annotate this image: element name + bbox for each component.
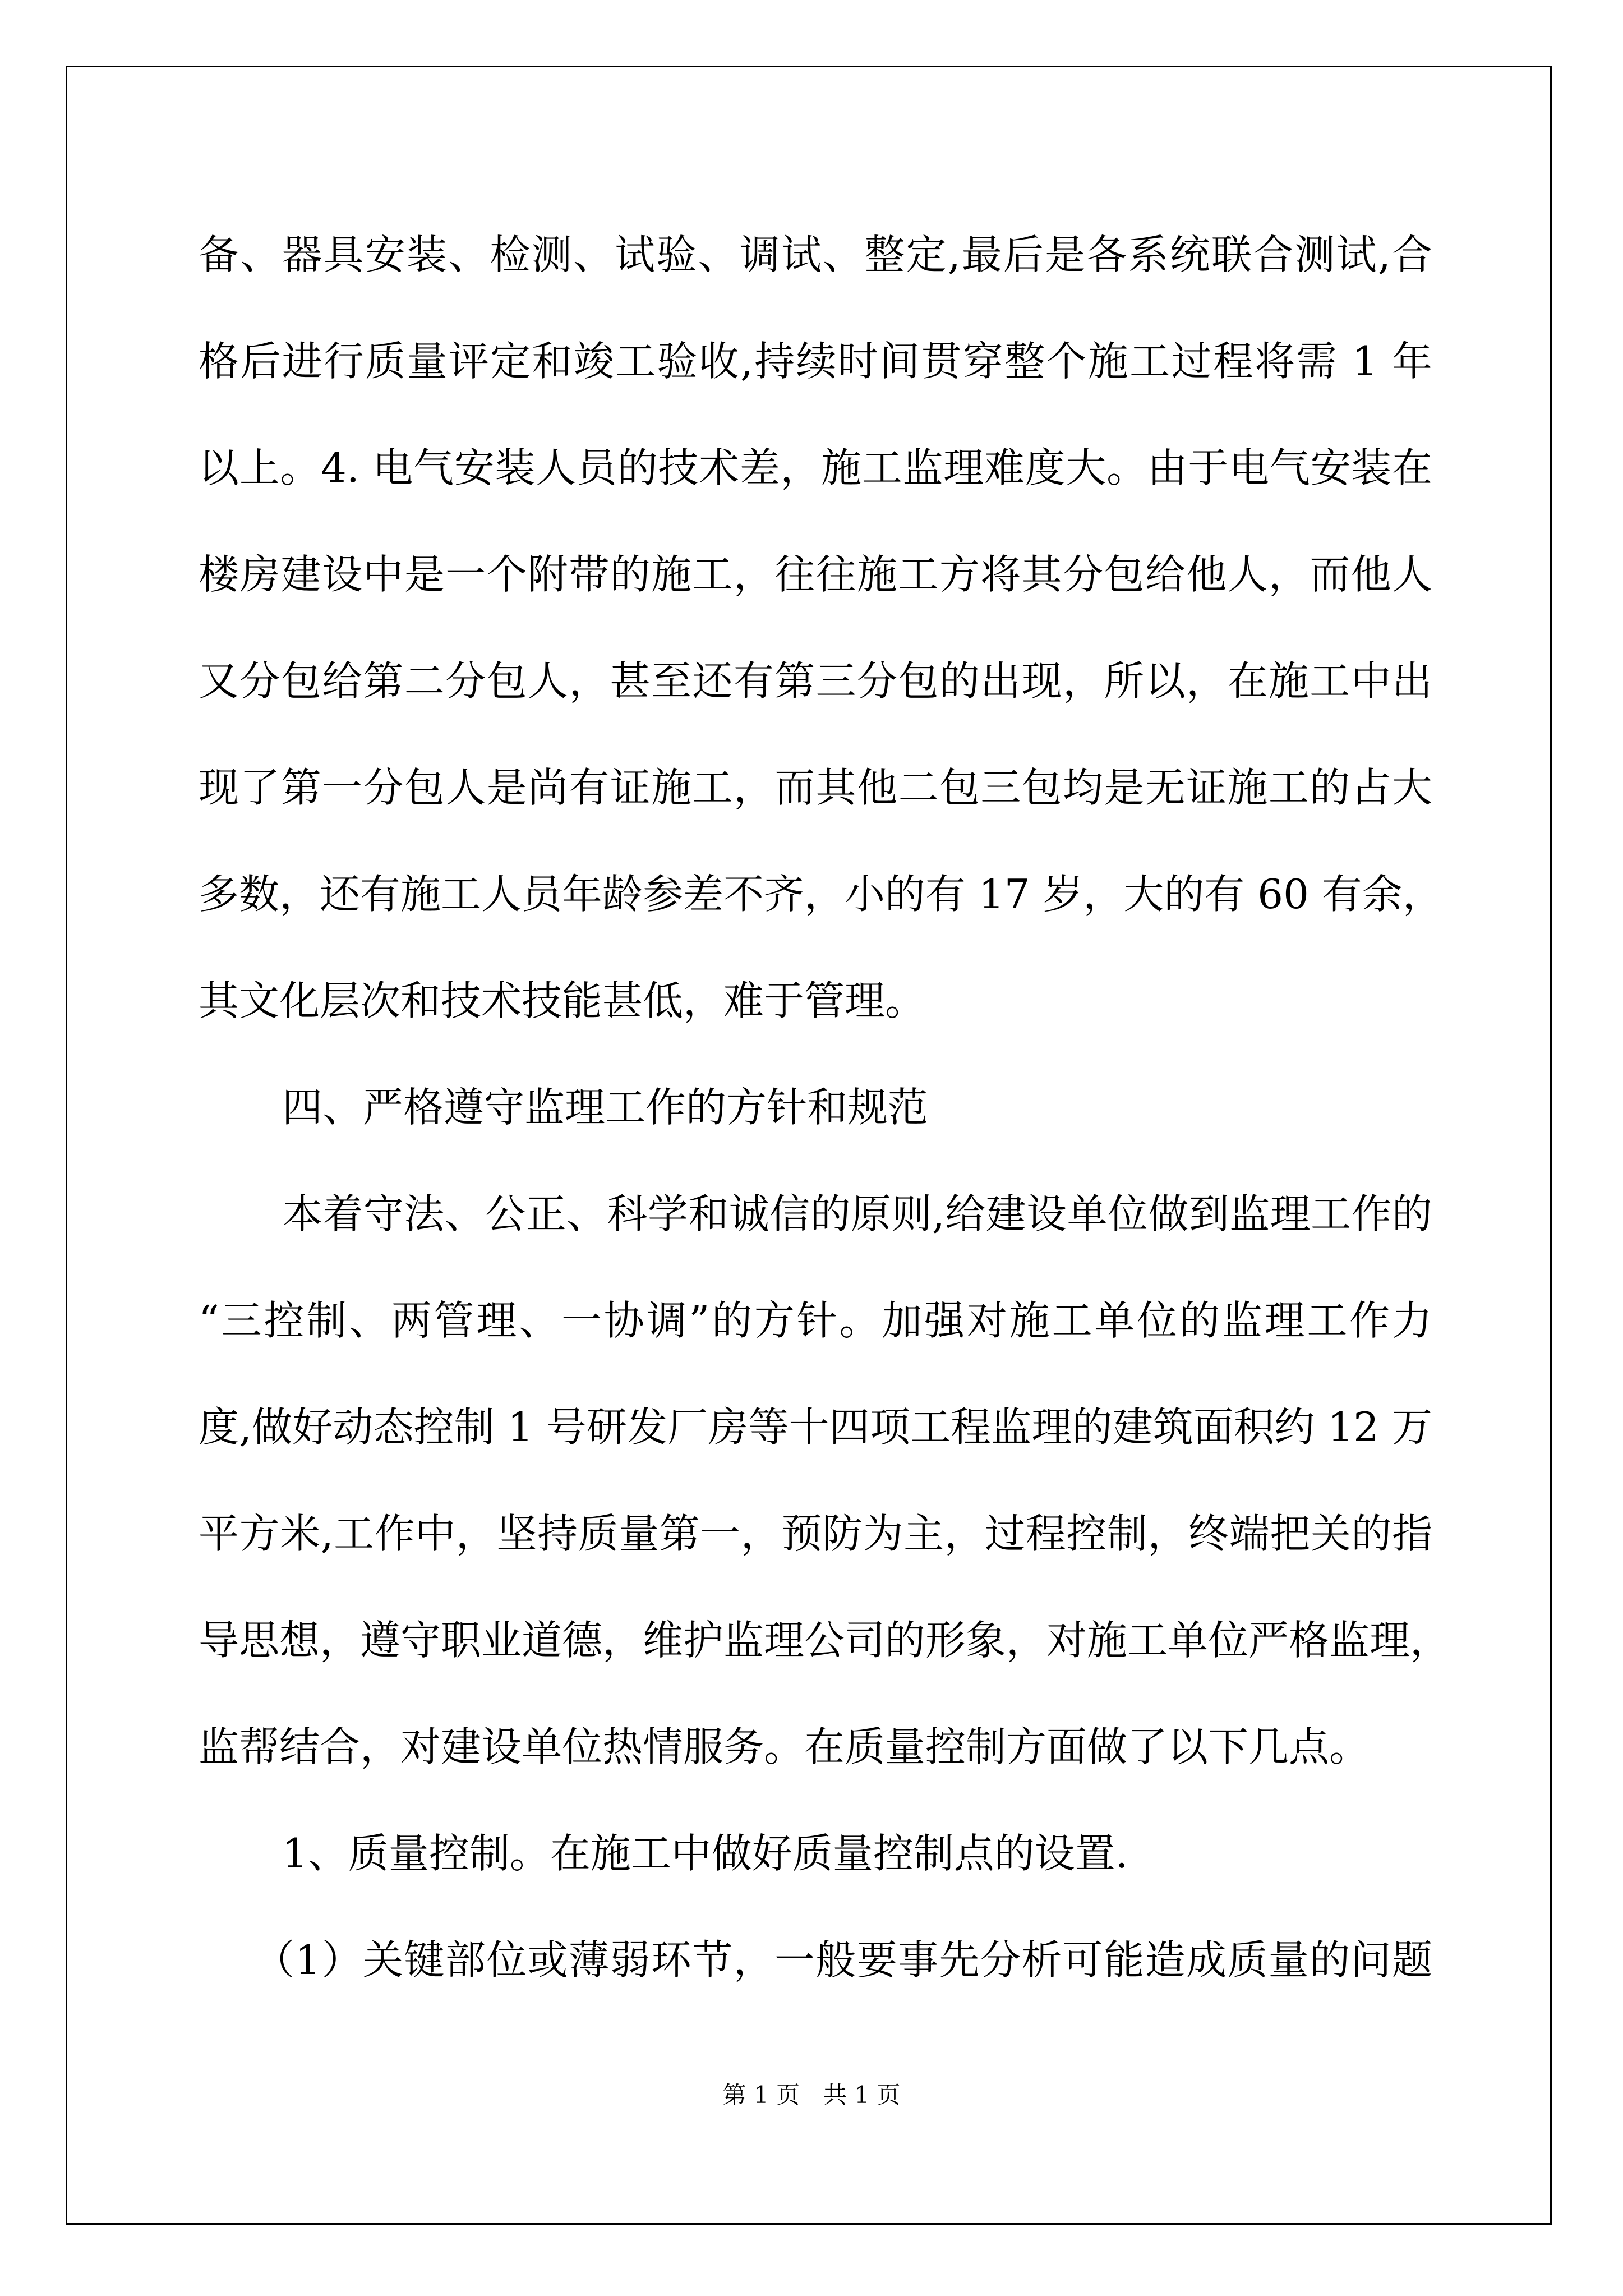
body-text-line: 导思想，遵守职业道德，维护监理公司的形象，对施工单位严格监理， [199,1617,1451,1664]
page-number-footer: 第 1 页 共 1 页 [722,2081,901,2109]
body-text-line: 监帮结合，对建设单位热情服务。在质量控制方面做了以下几点。 [199,1723,1370,1770]
body-text-line: 度,做好动态控制 1 号研发厂房等十四项工程监理的建筑面积约 12 万 [199,1404,1432,1451]
body-text-line: 本着守法、公正、科学和诚信的原则,给建设单位做到监理工作的 [282,1190,1432,1237]
body-text-line: 其文化层次和技术技能甚低，难于管理。 [199,977,926,1024]
body-text-line: 平方米,工作中，坚持质量第一，预防为主，过程控制，终端把关的指 [199,1510,1432,1557]
body-text-line: 楼房建设中是一个附带的施工，往往施工方将其分包给他人，而他人 [199,551,1432,598]
body-text-line: “三控制、两管理、一协调”的方针。加强对施工单位的监理工作力 [199,1297,1432,1344]
body-text-line: 以上。4. 电气安装人员的技术差，施工监理难度大。由于电气安装在 [199,444,1432,491]
body-text-line: 备、器具安装、检测、试验、调试、整定,最后是各系统联合测试,合 [199,231,1432,278]
section-heading: 四、严格遵守监理工作的方针和规范 [282,1084,929,1131]
body-text-line: （1）关键部位或薄弱环节，一般要事先分析可能造成质量的问题 [254,1936,1432,1984]
body-text-line: 格后进行质量评定和竣工验收,持续时间贯穿整个施工过程将需 1 年 [199,338,1432,385]
body-text-line: 又分包给第二分包人，甚至还有第三分包的出现，所以，在施工中出 [199,657,1432,705]
body-text-line: 现了第一分包人是尚有证施工，而其他二包三包均是无证施工的占大 [199,764,1432,811]
subsection-heading: 1、质量控制。在施工中做好质量控制点的设置. [282,1830,1128,1877]
body-text-line: 多数，还有施工人员年龄参差不齐，小的有 17 岁，大的有 60 有余， [199,871,1443,918]
